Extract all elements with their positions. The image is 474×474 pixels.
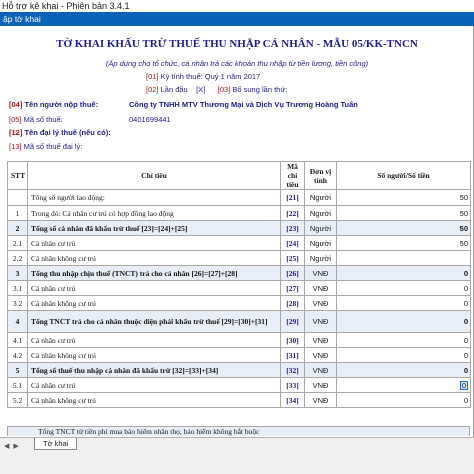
agent-taxcode-code: [13] xyxy=(9,142,22,151)
taxcode-label: Mã số thuế: xyxy=(23,115,63,124)
table-header-row xyxy=(8,162,471,190)
row-value-input[interactable]: 0 xyxy=(337,311,471,333)
row-stt: 4.2 xyxy=(8,348,28,363)
table-row xyxy=(8,393,471,408)
row-don-vi-tinh: VNĐ xyxy=(305,378,337,393)
row-ma-chi-tieu: [21] xyxy=(281,190,305,206)
table-row xyxy=(8,363,471,378)
row-value-input[interactable]: 0 xyxy=(337,348,471,363)
supplement-label: Bổ sung lần thứ: xyxy=(232,85,288,94)
row-ma-chi-tieu: [23] xyxy=(281,221,305,236)
row-chi-tieu: Cá nhân cư trú xyxy=(28,378,281,393)
header-ma-chi-tieu: Mã chỉ tiêu xyxy=(281,162,305,190)
sheet-nav-arrows-icon[interactable]: ◀ ▶ xyxy=(4,443,20,450)
row-ma-chi-tieu: [28] xyxy=(281,296,305,311)
row-don-vi-tinh: Người xyxy=(305,206,337,221)
row-don-vi-tinh: VNĐ xyxy=(305,296,337,311)
row-value-input[interactable]: 50 xyxy=(337,206,471,221)
row-don-vi-tinh: Người xyxy=(305,221,337,236)
first-time-label: Lần đầu xyxy=(160,85,188,94)
row-chi-tieu: Tổng thu nhập chịu thuế (TNCT) trả cho cá nhân [26]=[27]+[28] xyxy=(28,266,281,281)
table-row xyxy=(8,378,471,393)
agent-row xyxy=(9,128,111,137)
row-don-vi-tinh: VNĐ xyxy=(305,333,337,348)
row-stt: 5 xyxy=(8,363,28,378)
table-row xyxy=(8,266,471,281)
row-ma-chi-tieu: [22] xyxy=(281,206,305,221)
row-value-input[interactable]: 50 xyxy=(337,190,471,206)
row-don-vi-tinh: VNĐ xyxy=(305,393,337,408)
indicator-table xyxy=(7,161,471,408)
taxpayer-row xyxy=(9,100,98,109)
row-chi-tieu: Cá nhân cư trú xyxy=(28,236,281,251)
form-subtitle: (Áp dụng cho tổ chức, cá nhân trả các khoản thu nhập từ tiền lương, tiền công) xyxy=(105,59,369,68)
form-document xyxy=(0,26,474,437)
sheet-tab-to-khai[interactable]: Tờ khai xyxy=(34,438,77,450)
header-don-vi-tinh: Đơn vị tính xyxy=(305,162,337,190)
table-row xyxy=(8,296,471,311)
row-ma-chi-tieu: [25] xyxy=(281,251,305,266)
row-ma-chi-tieu: [30] xyxy=(281,333,305,348)
row-chi-tieu: Tổng số thuế thu nhập cá nhân đã khấu trừ [32]=[33]+[34] xyxy=(28,363,281,378)
first-time-code: [02] xyxy=(146,85,159,94)
agent-taxcode-row xyxy=(9,142,82,151)
row-don-vi-tinh: VNĐ xyxy=(305,266,337,281)
header-so-luong: Số người/Số tiền xyxy=(337,162,471,190)
row-chi-tieu: Tổng số cá nhân đã khấu trừ thuế [23]=[24]+[25] xyxy=(28,221,281,236)
selected-cell[interactable]: 0 xyxy=(461,380,467,390)
row-ma-chi-tieu: [26] xyxy=(281,266,305,281)
row-chi-tieu: Cá nhân không cư trú xyxy=(28,296,281,311)
row-value-input[interactable]: 50 xyxy=(337,221,471,236)
header-chi-tieu: Chỉ tiêu xyxy=(28,162,281,190)
row-ma-chi-tieu: [34] xyxy=(281,393,305,408)
form-title: TỜ KHAI KHẤU TRỪ THUẾ THU NHẬP CÁ NHÂN - MẪU 05/KK-TNCN xyxy=(56,38,418,50)
row-chi-tieu: Cá nhân không cư trú xyxy=(28,251,281,266)
row-don-vi-tinh: Người xyxy=(305,236,337,251)
row-ma-chi-tieu: [31] xyxy=(281,348,305,363)
row-ma-chi-tieu: [24] xyxy=(281,236,305,251)
table-row xyxy=(8,348,471,363)
row-chi-tieu: Cá nhân cư trú xyxy=(28,333,281,348)
table-row xyxy=(8,333,471,348)
row-chi-tieu: Tổng TNCT trả cho cá nhân thuộc diện phải khấu trừ thuế [29]=[30]+[31] xyxy=(28,311,281,333)
row-ma-chi-tieu: [32] xyxy=(281,363,305,378)
taxcode-code: [05] xyxy=(9,115,22,124)
row-stt: 2.1 xyxy=(8,236,28,251)
taxpayer-label: Tên người nộp thuế: xyxy=(24,100,99,109)
agent-taxcode-label: Mã số thuế đại lý: xyxy=(23,142,83,151)
row-stt xyxy=(8,190,28,206)
row-stt: 4.1 xyxy=(8,333,28,348)
row-chi-tieu: Cá nhân không cư trú xyxy=(28,348,281,363)
row-value-input[interactable]: 0 xyxy=(337,296,471,311)
row-value-input[interactable] xyxy=(337,251,471,266)
row-don-vi-tinh: VNĐ xyxy=(305,363,337,378)
period-label: Kỳ tính thuế: Quý 1 năm 2017 xyxy=(160,72,261,81)
row-don-vi-tinh: VNĐ xyxy=(305,348,337,363)
table-row xyxy=(8,206,471,221)
row-value-input[interactable]: 0 xyxy=(337,281,471,296)
row-don-vi-tinh: Người xyxy=(305,190,337,206)
row-don-vi-tinh: Người xyxy=(305,251,337,266)
row-value-input[interactable]: 0 xyxy=(337,333,471,348)
row-stt: 3.1 xyxy=(8,281,28,296)
sheet-tab-bar xyxy=(0,437,474,474)
row-stt: 2.2 xyxy=(8,251,28,266)
row-ma-chi-tieu: [27] xyxy=(281,281,305,296)
window-title: Hỗ trợ kê khai - Phiên bản 3.4.1 xyxy=(0,0,474,12)
row-chi-tieu: Cá nhân cư trú xyxy=(28,281,281,296)
table-row xyxy=(8,190,471,206)
table-row xyxy=(8,251,471,266)
row-value-input[interactable]: 0 xyxy=(337,266,471,281)
row-don-vi-tinh: VNĐ xyxy=(305,311,337,333)
period-code: [01] xyxy=(146,72,159,81)
row-stt: 2 xyxy=(8,221,28,236)
row-value-input[interactable]: 0 xyxy=(337,363,471,378)
row-value-input[interactable]: 50 xyxy=(337,236,471,251)
row-chi-tieu: Trong đó: Cá nhân cư trú có hợp đồng lao động xyxy=(28,206,281,221)
period-row xyxy=(146,72,260,81)
row-value-input[interactable] xyxy=(337,378,471,393)
header-stt: STT xyxy=(8,162,28,190)
table-row xyxy=(8,311,471,333)
tab-lap-to-khai[interactable]: ập tờ khai xyxy=(0,12,474,26)
row-ma-chi-tieu: [33] xyxy=(281,378,305,393)
taxpayer-code: [04] xyxy=(9,100,23,109)
row-stt: 3 xyxy=(8,266,28,281)
table-row xyxy=(8,236,471,251)
table-row xyxy=(8,281,471,296)
row-value-input[interactable]: 0 xyxy=(337,393,471,408)
agent-code: [12] xyxy=(9,128,23,137)
agent-label: Tên đại lý thuế (nếu có): xyxy=(24,128,111,137)
taxcode-value[interactable]: 0401699441 xyxy=(129,115,171,124)
row-stt: 5.2 xyxy=(8,393,28,408)
taxpayer-name[interactable]: Công ty TNHH MTV Thương Mại và Dịch Vụ Trương Hoàng Tuấn xyxy=(129,100,358,109)
partial-row-label: Tổng TNCT từ tiền phí mua bảo hiểm nhân thọ, bảo hiểm không bắt buộc xyxy=(7,426,470,436)
supplement-code: [03] xyxy=(217,85,231,94)
taxcode-row xyxy=(9,115,63,124)
row-ma-chi-tieu: [29] xyxy=(281,311,305,333)
first-time-row xyxy=(146,85,287,94)
row-stt: 1 xyxy=(8,206,28,221)
row-stt: 3.2 xyxy=(8,296,28,311)
row-stt: 4 xyxy=(8,311,28,333)
row-stt: 5.1 xyxy=(8,378,28,393)
row-chi-tieu: Tổng số người lao động: xyxy=(28,190,281,206)
row-chi-tieu: Cá nhân không cư trú xyxy=(28,393,281,408)
first-time-checkbox[interactable]: [X] xyxy=(196,85,206,94)
row-don-vi-tinh: VNĐ xyxy=(305,281,337,296)
table-row xyxy=(8,221,471,236)
